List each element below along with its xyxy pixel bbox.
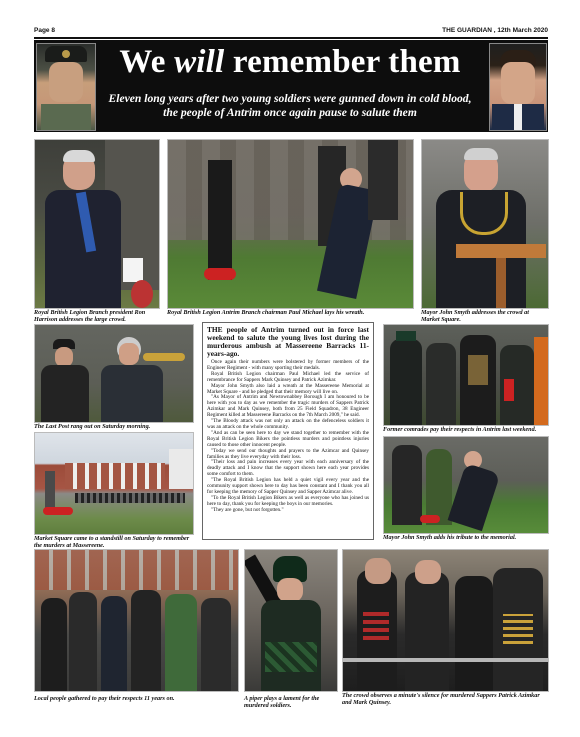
photo-wreath-laying xyxy=(167,139,414,309)
article-paragraph: Mayor John Smyth also laid a wreath at the Massereene Memorial at Market Square - and he pledged that their memory will live on. xyxy=(207,382,369,395)
article-paragraph: "To the Royal British Legion Bikers as well as everyone who has joined us here to day, thank you for keeping the boys in our memories. xyxy=(207,494,369,507)
caption-piper: A piper plays a lament for the murdered soldiers. xyxy=(244,695,320,710)
caption-former-comrades: Former comrades pay their respects in Antrim last weekend. xyxy=(383,426,537,433)
photo-market-square xyxy=(34,432,194,535)
page-number: Page 8 xyxy=(34,27,55,34)
photo-piper xyxy=(244,549,338,692)
photo-mayor-tribute xyxy=(383,436,549,534)
photo-ron-harrison xyxy=(34,139,160,309)
soldier-portrait-left xyxy=(36,43,96,131)
caption-wreath-laying: Royal British Legion Antrim Branch chairman Paul Michael lays his wreath. xyxy=(167,309,365,316)
photo-local-people xyxy=(34,549,239,692)
article-paragraph: Royal British Legion chairman Paul Michael led the service of remembrance for Sappers Mark Quinsey and Patrick Azimkar. xyxy=(207,370,369,383)
page-subhead: Eleven long years after two young soldiers were gunned down in cold blood, the people of Antrim once again pause to salute them xyxy=(108,92,472,119)
article-body xyxy=(202,322,374,540)
article-paragraph: "The Royal British Legion has held a quiet vigil every year and the community support shown here to day has been constant and I thank you all for keeping the memory of Sapper Quinsey and Sapper Azimcar alive. xyxy=(207,477,369,495)
photo-mayor-speaking xyxy=(421,139,549,309)
caption-local-people: Local people gathered to pay their respects 11 years on. xyxy=(34,695,175,702)
article-paragraph: Once again their numbers were bolstered by former members of the Engineer Regiment - with many sporting their medals. xyxy=(207,359,369,371)
article-paragraph: "The Bloody attack was not only an attack on the defenceless soldiers it was an attack on the whole community. xyxy=(207,418,369,430)
photo-last-post xyxy=(34,324,194,423)
article-paragraph: "Their loss and pain increases every year with each anniversary of the deadly attack and I know that the support shown here each year provides some comfort to them. xyxy=(207,459,369,478)
headline-emphasis: will xyxy=(174,44,225,80)
article-paragraph: "Today we send our thoughts and prayers to the Azimcar and Quinsey families as they live everyday with their loss. xyxy=(207,447,369,460)
caption-mayor-tribute: Mayor John Smyth adds his tribute to the memorial. xyxy=(383,534,517,541)
article-lede: THE people of Antrim turned out in force last weekend to salute the young lives lost during the murderous ambush at Massereene Barracks 11-years-ago. xyxy=(207,325,369,358)
photo-former-comrades xyxy=(383,324,549,426)
caption-mayor-speaking: Mayor John Smyth addresses the crowd at Market Square. xyxy=(421,309,529,324)
headline-part-2: remember them xyxy=(224,44,461,80)
caption-ron-harrison: Royal British Legion Branch president Ron Harrison addresses the large crowd. xyxy=(34,309,146,324)
paper-dateline: THE GUARDIAN , 12th March 2020 xyxy=(442,27,548,34)
soldier-portrait-right xyxy=(489,43,547,131)
photo-minutes-silence xyxy=(342,549,549,692)
caption-last-post: The Last Post rang out on Saturday morning. xyxy=(34,423,151,430)
article-paragraph: "They are gone, but not forgotten." xyxy=(211,506,284,513)
header-rule xyxy=(34,37,548,39)
article-paragraph: "As Mayor of Antrim and Newtownabbey Borough I am honoured to be here with you to day as we remember the tragic murders of Sappers Patrick Azimkar and Mark Quinsey, both from 25 Field Squadron, 38 Engineer Regiment killed at Massereene Barracks on the 7th March 2009," he said. xyxy=(207,394,369,419)
headline-part-1: We xyxy=(119,44,175,80)
page-headline xyxy=(105,44,475,81)
caption-market-square: Market Square came to a standstill on Saturday to remember the murders at Massereene. xyxy=(34,535,190,550)
article-paragraph: "And as can be seen here to day we stand together to remember with the Royal British Legion Bikers the pointless murders and pointless injuries caused to those other innocent people. xyxy=(207,429,369,448)
caption-minutes-silence: The crowd observes a minute's silence for murdered Sappers Patrick Azimkar and Mark Quinsey. xyxy=(342,692,540,707)
